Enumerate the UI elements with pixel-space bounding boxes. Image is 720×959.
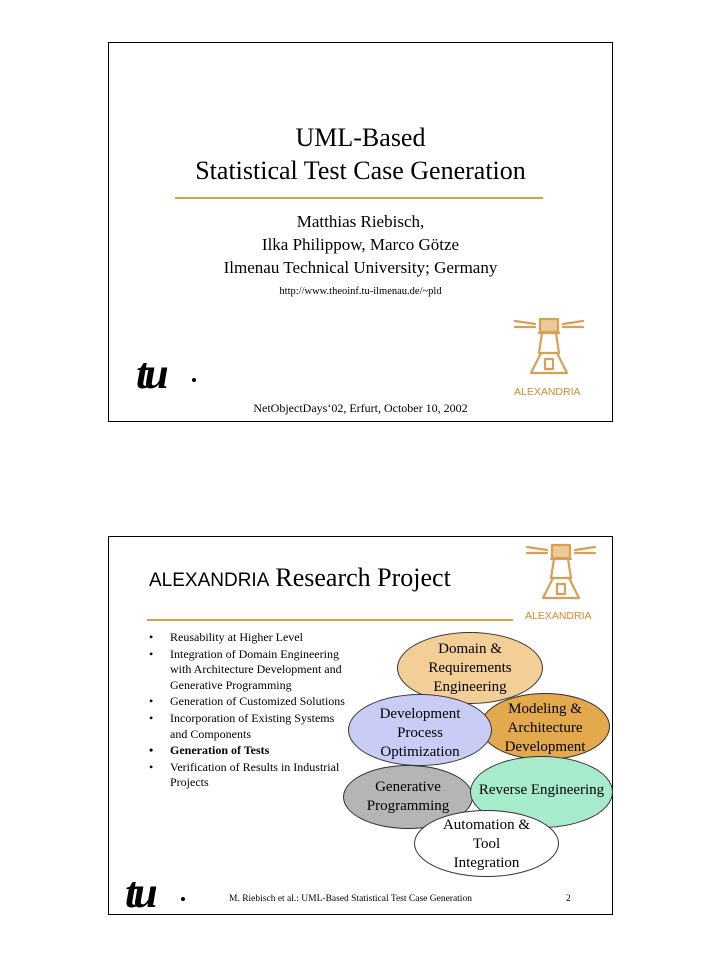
- slide-footer: M. Riebisch et al.: UML-Based Statistical Test Case Generation: [229, 894, 472, 904]
- author-line-2: Ilka Philippow, Marco Götze: [261, 235, 460, 254]
- modeling-architecture-ellipse: [480, 693, 610, 760]
- ellipse-text: Tool: [472, 836, 501, 852]
- development-process-ellipse: [348, 694, 492, 766]
- ellipse-text: Development: [379, 706, 461, 722]
- ellipse-text: Domain &: [438, 641, 502, 657]
- lighthouse-icon: [521, 541, 601, 611]
- bullet-list: [149, 630, 349, 792]
- title-line-2: Statistical Test Case Generation: [195, 156, 526, 185]
- title-alexandria-word: ALEXANDRIA: [149, 570, 270, 591]
- tu-ilmenau-logo: [136, 348, 165, 399]
- author-line-1: Matthias Riebisch,: [296, 212, 425, 231]
- slide-title: [109, 121, 612, 187]
- ellipse-text: Architecture: [507, 720, 583, 736]
- ellipse-text: Modeling &: [508, 701, 582, 717]
- ellipse-text: Process: [397, 725, 443, 741]
- ellipse-text: Requirements: [428, 660, 512, 676]
- bullet-item: • Integration of Domain Engineering with Architecture Development and Generative Programming: [149, 647, 349, 694]
- bullet-item: • Incorporation of Existing Systems and Components: [149, 711, 349, 742]
- research-project-slide: [108, 536, 613, 915]
- bullet-item: • Verification of Results in Industrial Projects: [149, 760, 349, 791]
- alexandria-logo-label: ALEXANDRIA: [525, 610, 592, 622]
- bullet-item-highlight: • Generation of Tests: [149, 743, 349, 759]
- ellipse-text: Reverse Engineering: [478, 782, 605, 798]
- ellipse-text: Development: [504, 739, 586, 755]
- title-rest: Research Project: [275, 563, 451, 592]
- lighthouse-icon: [509, 315, 589, 389]
- automation-tool-ellipse: [414, 810, 559, 877]
- ellipse-text: Optimization: [380, 744, 460, 760]
- bullet-item: • Generation of Customized Solutions: [149, 694, 349, 710]
- tu-logo-text: tu: [125, 868, 154, 917]
- alexandria-logo-label: ALEXANDRIA: [514, 386, 581, 398]
- tu-logo-dot: [181, 897, 185, 901]
- slide-title: [149, 563, 451, 593]
- ellipse-text: Programming: [366, 798, 450, 814]
- affiliation: Ilmenau Technical University; Germany: [223, 258, 498, 277]
- ellipse-text: Automation &: [442, 817, 531, 833]
- ellipse-text: Engineering: [433, 679, 507, 695]
- page-number: 2: [566, 894, 571, 904]
- author-block: [109, 210, 612, 279]
- tu-ilmenau-logo: [125, 867, 154, 918]
- title-slide: [108, 42, 613, 422]
- project-url[interactable]: http://www.theoinf.tu-ilmenau.de/~pld: [279, 286, 442, 297]
- ellipse-text: Generative: [375, 779, 441, 795]
- conference-line: NetObjectDays‘02, Erfurt, October 10, 2002: [253, 401, 468, 415]
- title-line-1: UML-Based: [295, 123, 426, 152]
- tu-logo-dot: [192, 378, 196, 382]
- tu-logo-text: tu: [136, 349, 165, 398]
- title-underline: [175, 197, 543, 199]
- title-underline: [147, 619, 513, 621]
- bullet-item: • Reusability at Higher Level: [149, 630, 349, 646]
- ellipse-text: Integration: [453, 855, 520, 871]
